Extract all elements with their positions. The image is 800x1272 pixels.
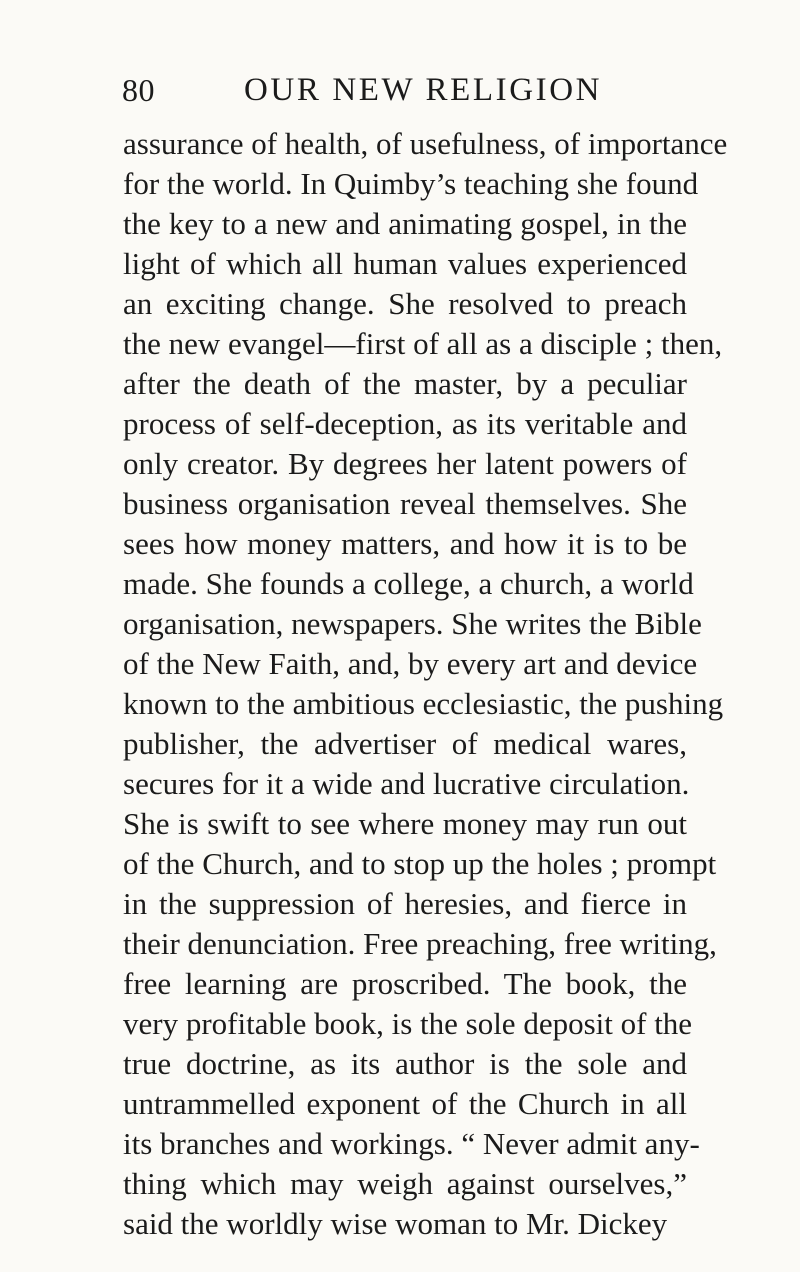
text-line: its branches and workings. “ Never admit any-	[123, 1126, 700, 1161]
text-line: made. She founds a college, a church, a world	[123, 566, 694, 601]
text-line: of the Church, and to stop up the holes ; prompt	[123, 846, 717, 881]
text-line: for the world. In Quimby’s teaching she found	[123, 166, 699, 201]
text-line: organisation, newspapers. She writes the Bible	[123, 606, 702, 641]
text-line: publisher, the advertiser of medical wares,	[123, 726, 687, 761]
text-line: true doctrine, as its author is the sole and	[123, 1046, 687, 1081]
text-line: business organisation reveal themselves. She	[123, 486, 687, 521]
text-line: She is swift to see where money may run out	[123, 806, 687, 841]
text-line: of the New Faith, and, by every art and device	[123, 646, 698, 681]
text-line: free learning are proscribed. The book, the	[123, 966, 687, 1001]
body-paragraph	[123, 124, 728, 1244]
text-line: in the suppression of heresies, and fierce in	[123, 886, 687, 921]
text-line: assurance of health, of usefulness, of importance	[123, 126, 728, 161]
text-line: an exciting change. She resolved to preach	[123, 286, 687, 321]
text-line: very profitable book, is the sole deposit of the	[123, 1006, 693, 1041]
text-line: only creator. By degrees her latent powers of	[123, 446, 687, 481]
text-line: known to the ambitious ecclesiastic, the pushing	[123, 686, 724, 721]
text-line: said the worldly wise woman to Mr. Dickey	[123, 1206, 668, 1241]
text-line: thing which may weigh against ourselves,”	[123, 1166, 687, 1201]
text-line: untrammelled exponent of the Church in all	[123, 1086, 687, 1121]
text-line: their denunciation. Free preaching, free writing,	[123, 926, 717, 961]
text-line: process of self-deception, as its veritable and	[123, 406, 687, 441]
text-line: the new evangel—first of all as a disciple ; then,	[123, 326, 723, 361]
running-head: OUR NEW RELIGION	[244, 72, 603, 108]
text-line: sees how money matters, and how it is to be	[123, 526, 687, 561]
text-line: light of which all human values experienced	[123, 246, 687, 281]
text-line: secures for it a wide and lucrative circulation.	[123, 766, 690, 801]
page-header	[122, 66, 676, 116]
text-line: after the death of the master, by a peculiar	[123, 366, 687, 401]
page-number: 80	[122, 72, 155, 108]
text-line: the key to a new and animating gospel, in the	[123, 206, 687, 241]
